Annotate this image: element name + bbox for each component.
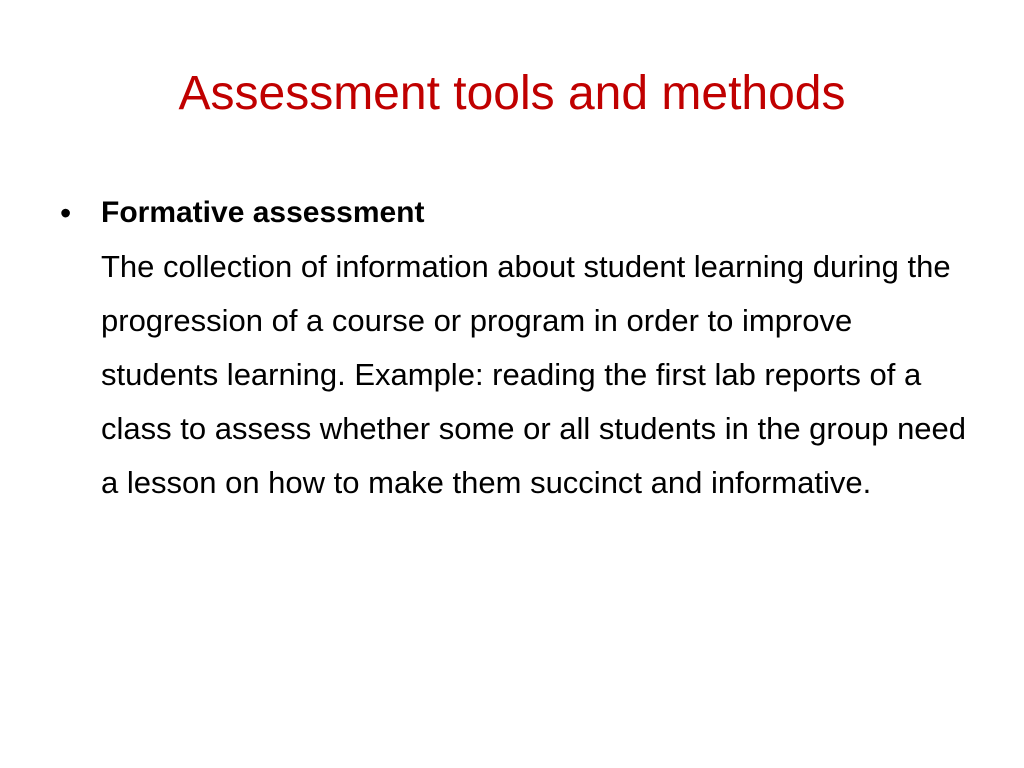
slide-title: Assessment tools and methods xyxy=(178,67,846,120)
bullet-item-formative-assessment xyxy=(60,186,980,510)
bullet-dot-icon: • xyxy=(60,195,72,231)
bullet-list xyxy=(60,186,980,510)
bullet-body: The collection of information about student learning during the progression of a course or program in order to improve students learning. Example: reading the first lab reports of a class to assess whether some or all students in the group need a lesson on how to make them succinct and informative. xyxy=(101,249,967,500)
bullet-heading: Formative assessment xyxy=(101,196,425,229)
